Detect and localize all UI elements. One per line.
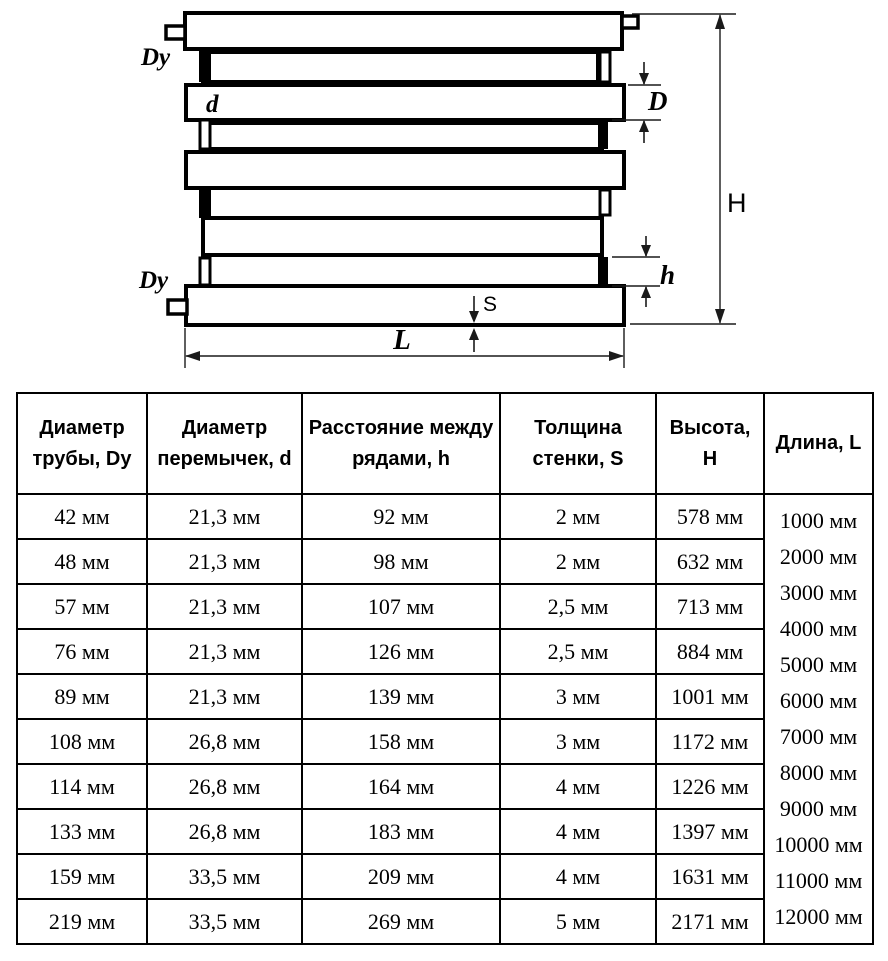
table-cell: 269 мм (302, 899, 500, 944)
tube-row-7 (186, 286, 624, 325)
length-value: 4000 мм (779, 616, 858, 641)
table-cell: 21,3 мм (147, 494, 302, 539)
table-cell: 26,8 мм (147, 764, 302, 809)
table-cell: 108 мм (17, 719, 147, 764)
table-cell: 21,3 мм (147, 674, 302, 719)
table-cell: 632 мм (656, 539, 764, 584)
table-cell: 1397 мм (656, 809, 764, 854)
table-cell: 5 мм (500, 899, 656, 944)
table-row (17, 764, 873, 809)
length-value: 9000 мм (779, 796, 858, 821)
label-dy-bottom: Dy (139, 267, 169, 294)
header-length-l: Длина, L (764, 393, 873, 494)
table-cell: 76 мм (17, 629, 147, 674)
label-h: h (660, 260, 676, 290)
table-cell: 2,5 мм (500, 629, 656, 674)
register-diagram (0, 0, 888, 390)
length-values-cell (764, 494, 873, 944)
table-cell: 3 мм (500, 719, 656, 764)
length-value: 3000 мм (779, 580, 858, 605)
table-cell: 1631 мм (656, 854, 764, 899)
dimension-H (630, 14, 736, 324)
table-cell: 21,3 мм (147, 539, 302, 584)
jumper-hollow-left-2 (200, 120, 210, 149)
tube-rows (185, 13, 624, 325)
label-H: H (727, 188, 747, 218)
header-height-h: Высота, H (656, 393, 764, 494)
table-cell: 26,8 мм (147, 719, 302, 764)
header-spacing-h: Расстояние между рядами, h (302, 393, 500, 494)
table-cell: 33,5 мм (147, 899, 302, 944)
table-cell: 3 мм (500, 674, 656, 719)
table-cell: 89 мм (17, 674, 147, 719)
table-cell: 4 мм (500, 764, 656, 809)
table-cell: 2 мм (500, 494, 656, 539)
spec-table (16, 392, 874, 945)
header-diameter-dy: Диаметр трубы, Dy (17, 393, 147, 494)
table-cell: 57 мм (17, 584, 147, 629)
table-row (17, 899, 873, 944)
table-cell: 183 мм (302, 809, 500, 854)
table-cell: 209 мм (302, 854, 500, 899)
table-cell: 164 мм (302, 764, 500, 809)
jumper-filled-right-2 (598, 120, 608, 149)
tube-row-4 (203, 123, 602, 149)
table-row (17, 719, 873, 764)
table-row (17, 539, 873, 584)
tube-row-1 (185, 13, 622, 49)
table-cell: 114 мм (17, 764, 147, 809)
table-row (17, 584, 873, 629)
table-cell: 107 мм (302, 584, 500, 629)
table-cell: 126 мм (302, 629, 500, 674)
label-d: d (206, 91, 219, 118)
table-cell: 139 мм (302, 674, 500, 719)
table-row (17, 494, 873, 539)
header-wall-s: Толщина стенки, S (500, 393, 656, 494)
length-value: 6000 мм (779, 688, 858, 713)
stub-inlet-top-left (166, 26, 185, 39)
stub-outlet-bottom-left (168, 300, 187, 314)
tube-row-5 (186, 152, 624, 188)
table-cell: 884 мм (656, 629, 764, 674)
header-row (17, 393, 873, 494)
tube-row-3 (186, 85, 624, 120)
length-value: 5000 мм (779, 652, 858, 677)
table-cell: 578 мм (656, 494, 764, 539)
tube-row-6 (203, 218, 602, 255)
table-cell: 4 мм (500, 809, 656, 854)
jumper-filled-left-3 (199, 188, 211, 218)
table-cell: 1001 мм (656, 674, 764, 719)
table-cell: 158 мм (302, 719, 500, 764)
table-cell: 48 мм (17, 539, 147, 584)
label-L: L (393, 324, 411, 356)
table-cell: 4 мм (500, 854, 656, 899)
table-cell: 21,3 мм (147, 629, 302, 674)
label-S: S (483, 293, 498, 316)
table-row (17, 674, 873, 719)
jumper-hollow-right-3 (600, 190, 610, 215)
jumper-filled-right-4 (598, 257, 608, 286)
table-cell: 219 мм (17, 899, 147, 944)
table-row (17, 809, 873, 854)
table-cell: 92 мм (302, 494, 500, 539)
table-row (17, 854, 873, 899)
length-value: 11000 мм (774, 868, 863, 893)
table-cell: 33,5 мм (147, 854, 302, 899)
label-D: D (648, 86, 668, 116)
table-cell: 21,3 мм (147, 584, 302, 629)
table-cell: 1172 мм (656, 719, 764, 764)
tube-row-2 (203, 52, 598, 82)
jumper-filled-left-1 (199, 49, 211, 82)
length-value: 1000 мм (779, 508, 858, 533)
length-value: 10000 мм (774, 832, 863, 857)
table-cell: 2 мм (500, 539, 656, 584)
table-row (17, 629, 873, 674)
length-value: 7000 мм (779, 724, 858, 749)
table-cell: 26,8 мм (147, 809, 302, 854)
jumper-hollow-left-4 (200, 258, 210, 285)
jumper-hollow-right-1 (600, 52, 610, 82)
table-cell: 2171 мм (656, 899, 764, 944)
length-value: 12000 мм (774, 904, 863, 929)
table-cell: 42 мм (17, 494, 147, 539)
stub-air-vent-top-right (622, 16, 638, 28)
table-cell: 713 мм (656, 584, 764, 629)
header-jumper-d: Диаметр перемычек, d (147, 393, 302, 494)
length-value: 8000 мм (779, 760, 858, 785)
table-cell: 159 мм (17, 854, 147, 899)
table-cell: 1226 мм (656, 764, 764, 809)
table-cell: 2,5 мм (500, 584, 656, 629)
length-value: 2000 мм (779, 544, 858, 569)
table-cell: 98 мм (302, 539, 500, 584)
label-dy-top: Dy (141, 44, 171, 71)
table-cell: 133 мм (17, 809, 147, 854)
